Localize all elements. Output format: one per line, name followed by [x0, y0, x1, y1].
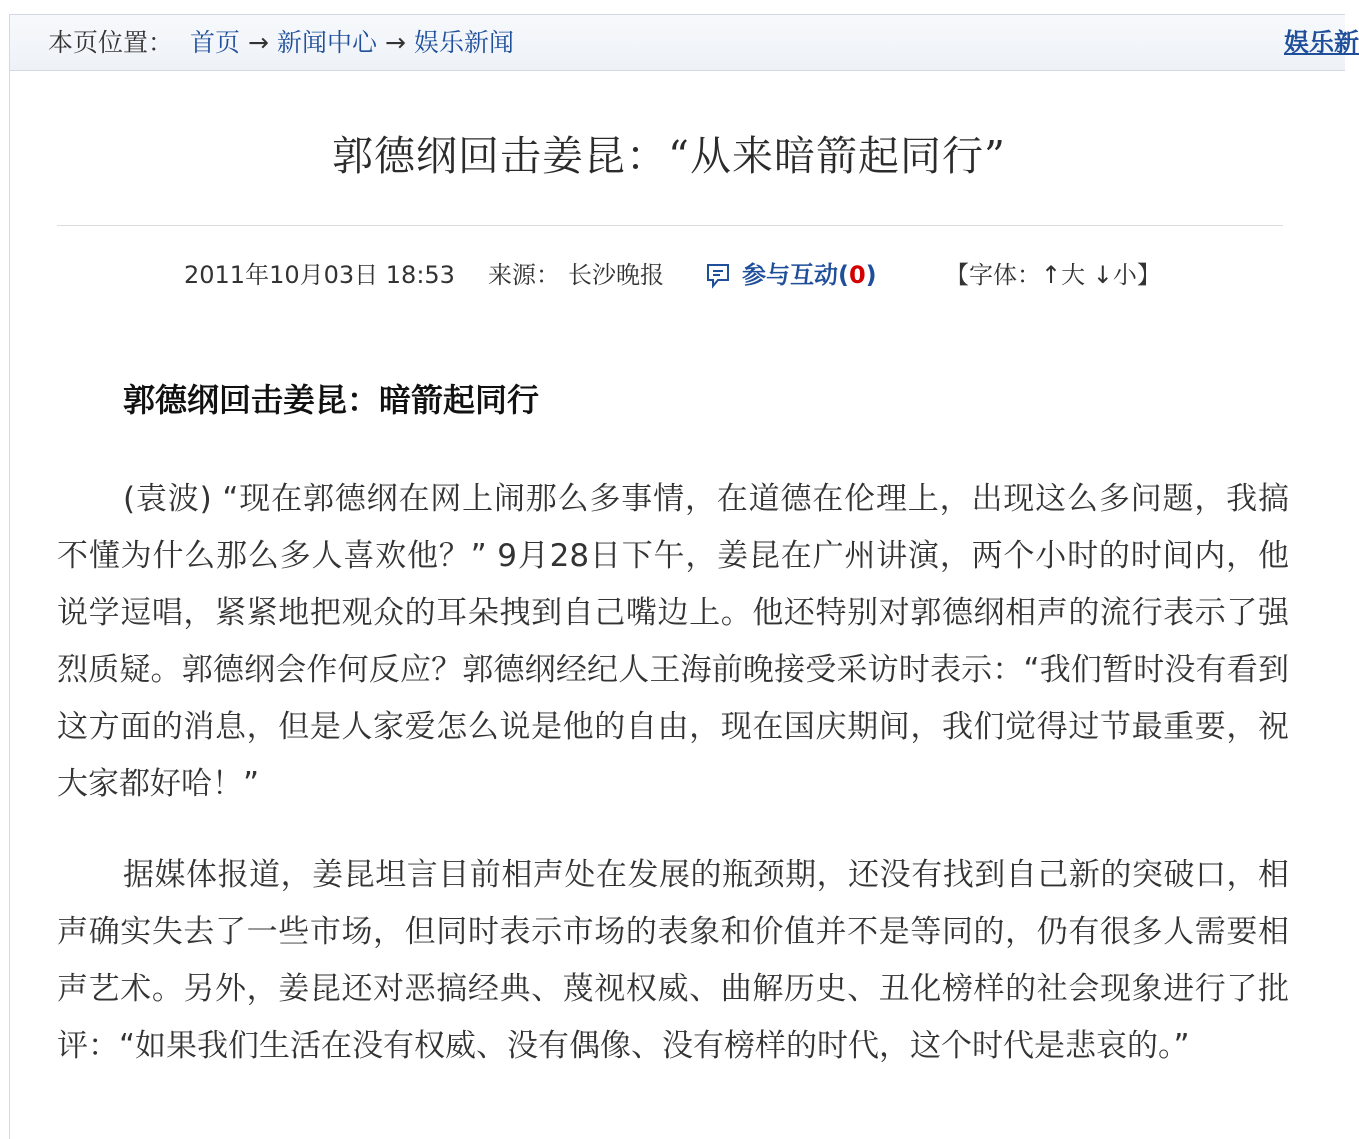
interact-link[interactable]: 参与互动(0) [706, 255, 877, 295]
font-large-button[interactable]: ↑大 [1041, 261, 1086, 289]
interact-count: 0 [848, 261, 866, 289]
publish-datetime: 2011年10月03日 18:53 [184, 261, 455, 289]
source-label: 来源： [488, 261, 560, 289]
article-paragraph: (袁波) “现在郭德纲在网上闹那么多事情，在道德在伦理上，出现这么多问题，我搞不懂为什么那么多人喜欢他？” 9月28日下午，姜昆在广州讲演，两个小时的时间内，他说学逗唱，紧紧地把观众的耳朵拽到自己嘴边上。他还特别对郭德纲相声的流行表示了强烈质疑。郭德纲会作何反应？郭德纲经纪人王海前晚接受采访时表示：“我们暂时没有看到这方面的消息，但是人家爱怎么说是他的自由，现在国庆期间，我们觉得过节最重要，祝大家都好哈！” [57, 481, 1289, 802]
page-frame [9, 14, 1359, 1139]
breadcrumb [10, 15, 1359, 71]
breadcrumb-arrow: → [248, 28, 269, 57]
source-name: 长沙晚报 [568, 261, 664, 289]
font-size-control [945, 255, 1161, 295]
breadcrumb-prefix: 本页位置： [48, 28, 174, 57]
article-paragraph: 据媒体报道，姜昆坦言目前相声处在发展的瓶颈期，还没有找到自己新的突破口，相声确实失去了一些市场，但同时表示市场的表象和价值并不是等同的，仍有很多人需要相声艺术。另外，姜昆还对恶搞经典、蔑视权威、曲解历史、丑化榜样的社会现象进行了批评：“如果我们生活在没有权威、没有偶像、没有榜样的时代，这个时代是悲哀的。” [57, 857, 1289, 1064]
breadcrumb-arrow: → [384, 28, 406, 57]
comment-icon [706, 263, 730, 289]
article-headline: 郭德纲回击姜昆：“从来暗箭起同行” [332, 132, 1006, 180]
font-small-button[interactable]: ↓小 [1092, 261, 1137, 289]
article-meta [10, 255, 1345, 295]
breadcrumb-link-entertainment[interactable]: 娱乐新闻 [413, 28, 514, 57]
font-label-close: 】 [1136, 261, 1161, 289]
entertainment-section-link[interactable]: 娱乐新 [1284, 28, 1359, 57]
title-divider [57, 225, 1283, 226]
breadcrumb-links [190, 15, 514, 70]
breadcrumb-link-news-center[interactable]: 新闻中心 [276, 28, 377, 57]
breadcrumb-link-home[interactable]: 首页 [190, 28, 241, 57]
font-label-open: 【字体： [945, 261, 1041, 289]
article-subhead: 郭德纲回击姜昆：暗箭起同行 [123, 381, 540, 419]
interact-label: 参与互动 [742, 261, 838, 289]
